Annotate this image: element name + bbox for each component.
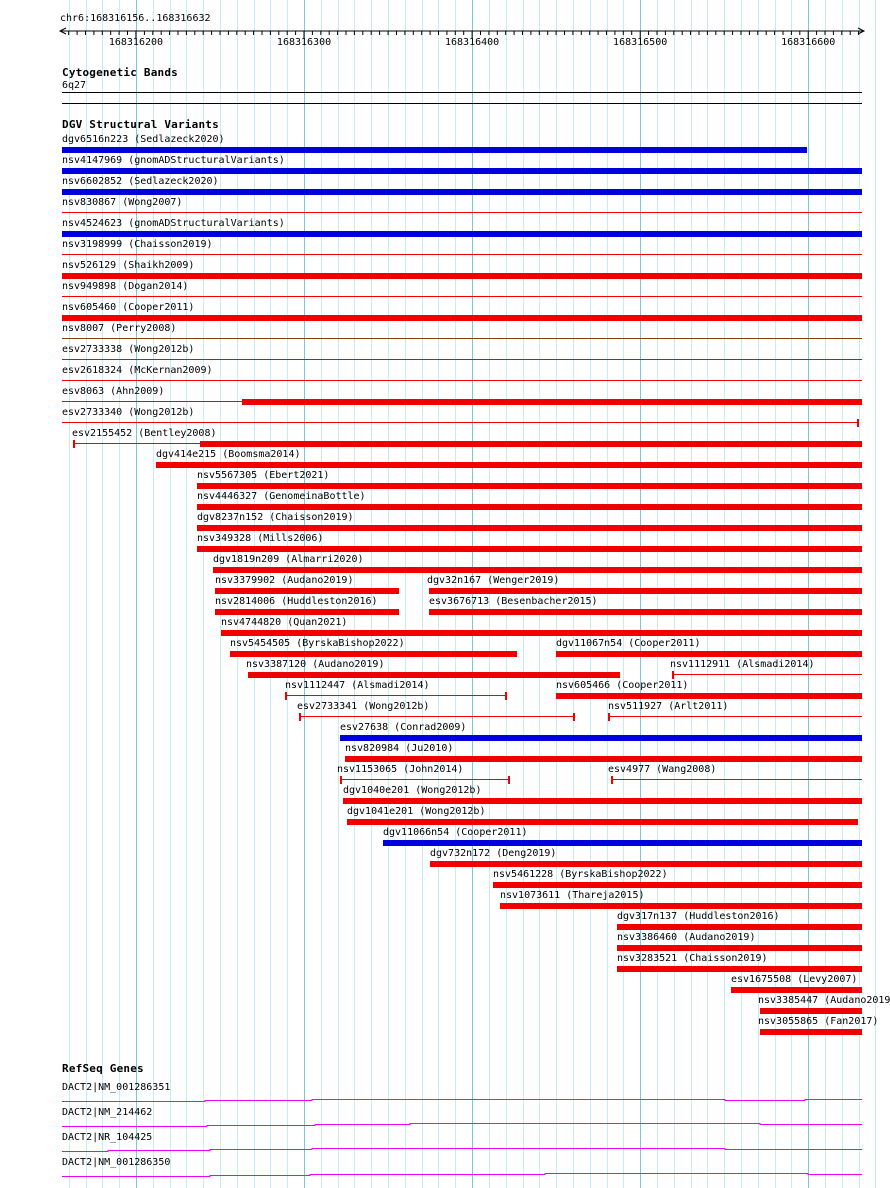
section-header-dgv: DGV Structural Variants (62, 118, 219, 131)
gridline (287, 0, 288, 1188)
variant-bar[interactable] (197, 504, 862, 510)
variant-bar[interactable] (731, 987, 862, 993)
cytoband-label: 6q27 (62, 80, 87, 91)
variant-bar[interactable] (760, 1029, 862, 1035)
variant-label[interactable]: dgv11067n54 (Cooper2011) (556, 638, 701, 649)
variant-bar[interactable] (343, 798, 862, 804)
variant-label[interactable]: nsv949898 (Dogan2014) (62, 281, 189, 292)
variant-line[interactable] (73, 443, 200, 444)
gridline (607, 0, 608, 1188)
variant-label[interactable]: esv2155452 (Bentley2008) (72, 428, 217, 439)
variant-label[interactable]: esv2733340 (Wong2012b) (62, 407, 195, 418)
gridline (489, 0, 490, 1188)
variant-line[interactable] (62, 254, 862, 255)
gene-model-line[interactable] (62, 1097, 862, 1105)
gridline (338, 0, 339, 1188)
gridline (724, 0, 725, 1188)
variant-bar[interactable] (345, 756, 862, 762)
variant-label[interactable]: esv3676713 (Besenbacher2015) (429, 596, 598, 607)
variant-label[interactable]: nsv8007 (Perry2008) (62, 323, 177, 334)
variant-bar[interactable] (156, 462, 862, 468)
variant-bar[interactable] (62, 231, 862, 237)
gridline (270, 0, 271, 1188)
ruler-tick-label: 168316600 (781, 37, 836, 48)
variant-line[interactable] (62, 422, 857, 423)
variant-end-tick[interactable] (299, 713, 301, 721)
gene-model-line[interactable] (62, 1172, 862, 1180)
variant-label[interactable]: nsv605460 (Cooper2011) (62, 302, 195, 313)
variant-label[interactable]: nsv526129 (Shaikh2009) (62, 260, 195, 271)
gridline (707, 0, 708, 1188)
gridline (539, 0, 540, 1188)
variant-label[interactable]: esv2733338 (Wong2012b) (62, 344, 195, 355)
variant-label[interactable]: nsv4147969 (gnomADStructuralVariants) (62, 155, 285, 166)
variant-label[interactable]: nsv4524623 (gnomADStructuralVariants) (62, 218, 285, 229)
gridline (758, 0, 759, 1188)
gridline (573, 0, 574, 1188)
variant-label[interactable]: esv2618324 (McKernan2009) (62, 365, 213, 376)
variant-end-tick[interactable] (672, 671, 674, 679)
variant-label[interactable]: nsv1073611 (Thareja2015) (500, 890, 645, 901)
variant-bar[interactable] (62, 147, 807, 153)
variant-bar[interactable] (197, 483, 862, 489)
variant-label[interactable]: esv8063 (Ahn2009) (62, 386, 165, 397)
variant-bar[interactable] (500, 903, 862, 909)
gene-label[interactable]: DACT2|NM_214462 (62, 1107, 153, 1118)
gridline (472, 0, 473, 1188)
variant-label[interactable]: esv27638 (Conrad2009) (340, 722, 467, 733)
variant-label[interactable]: dgv1040e201 (Wong2012b) (343, 785, 482, 796)
variant-label[interactable]: nsv4744820 (Quan2021) (221, 617, 348, 628)
variant-line[interactable] (62, 338, 862, 339)
variant-bar[interactable] (556, 693, 862, 699)
gridline (254, 0, 255, 1188)
variant-label[interactable]: nsv3055865 (Fan2017) (758, 1016, 879, 1027)
section-header-refseq: RefSeq Genes (62, 1062, 144, 1075)
variant-end-tick[interactable] (611, 776, 613, 784)
variant-bar[interactable] (617, 945, 862, 951)
variant-bar[interactable] (617, 924, 862, 930)
gridline (388, 0, 389, 1188)
variant-label[interactable]: nsv605466 (Cooper2011) (556, 680, 689, 691)
variant-label[interactable]: dgv414e215 (Boomsma2014) (156, 449, 301, 460)
gridline (691, 0, 692, 1188)
variant-line[interactable] (62, 401, 242, 402)
variant-line[interactable] (62, 359, 862, 360)
variant-bar[interactable] (556, 651, 862, 657)
variant-label[interactable]: dgv1041e201 (Wong2012b) (347, 806, 486, 817)
variant-bar[interactable] (347, 819, 858, 825)
variant-label[interactable]: nsv2814006 (Huddleston2016) (215, 596, 378, 607)
variant-line[interactable] (340, 779, 508, 780)
gene-model-line[interactable] (62, 1147, 862, 1155)
variant-label[interactable]: dgv8237n152 (Chaisson2019) (197, 512, 354, 523)
variant-end-tick[interactable] (285, 692, 287, 700)
variant-line[interactable] (285, 695, 505, 696)
gene-label[interactable]: DACT2|NM_001286350 (62, 1157, 171, 1168)
variant-bar[interactable] (62, 189, 862, 195)
variant-bar[interactable] (221, 630, 862, 636)
gridline (623, 0, 624, 1188)
gridline (422, 0, 423, 1188)
variant-bar[interactable] (383, 840, 862, 846)
variant-bar[interactable] (760, 1008, 862, 1014)
variant-label[interactable]: nsv820984 (Ju2010) (345, 743, 454, 754)
variant-end-tick[interactable] (857, 419, 859, 427)
variant-bar[interactable] (200, 441, 862, 447)
gridline (506, 0, 507, 1188)
gridline (455, 0, 456, 1188)
variant-bar[interactable] (493, 882, 862, 888)
gridline (556, 0, 557, 1188)
variant-line[interactable] (672, 674, 862, 675)
variant-label[interactable]: nsv511927 (Arlt2011) (608, 701, 729, 712)
gridline (304, 0, 305, 1188)
variant-bar[interactable] (197, 546, 862, 552)
variant-label[interactable]: nsv349328 (Mills2006) (197, 533, 324, 544)
variant-bar[interactable] (215, 588, 399, 594)
gridline (523, 0, 524, 1188)
variant-label[interactable]: nsv5567305 (Ebert2021) (197, 470, 330, 481)
variant-label[interactable]: dgv11066n54 (Cooper2011) (383, 827, 528, 838)
gene-label[interactable]: DACT2|NR_104425 (62, 1132, 153, 1143)
gridline (237, 0, 238, 1188)
variant-bar[interactable] (62, 315, 862, 321)
variant-bar[interactable] (62, 273, 862, 279)
variant-bar[interactable] (429, 588, 862, 594)
ruler-tick-label: 168316400 (444, 37, 500, 48)
gridline (220, 0, 221, 1188)
gridline (354, 0, 355, 1188)
variant-bar[interactable] (213, 567, 862, 573)
gridline (438, 0, 439, 1188)
variant-end-tick[interactable] (73, 440, 75, 448)
variant-end-tick[interactable] (508, 776, 510, 784)
variant-label[interactable]: esv2733341 (Wong2012b) (297, 701, 430, 712)
variant-line[interactable] (62, 212, 862, 213)
gridline (405, 0, 406, 1188)
variant-label[interactable]: nsv3386460 (Audano2019) (617, 932, 756, 943)
gridline (657, 0, 658, 1188)
variant-label[interactable]: nsv3385447 (Audano2019 (758, 995, 890, 1006)
variant-bar[interactable] (429, 609, 862, 615)
variant-label[interactable]: nsv3387120 (Audano2019) (246, 659, 385, 670)
variant-label[interactable]: dgv732n172 (Deng2019) (430, 848, 557, 859)
cytoband-box[interactable] (62, 92, 862, 104)
region-title: chr6:168316156..168316632 (60, 13, 211, 24)
variant-label[interactable]: nsv3283521 (Chaisson2019) (617, 953, 768, 964)
gene-model-line[interactable] (62, 1122, 862, 1130)
variant-bar[interactable] (62, 168, 862, 174)
variant-label[interactable]: nsv5454505 (ByrskaBishop2022) (230, 638, 405, 649)
variant-label[interactable]: dgv317n137 (Huddleston2016) (617, 911, 780, 922)
gridline (640, 0, 641, 1188)
gridline (674, 0, 675, 1188)
gene-label[interactable]: DACT2|NM_001286351 (62, 1082, 171, 1093)
variant-line[interactable] (62, 296, 862, 297)
variant-bar[interactable] (340, 735, 862, 741)
variant-end-tick[interactable] (340, 776, 342, 784)
variant-label[interactable]: esv1675508 (Levy2007) (731, 974, 858, 985)
gridline (741, 0, 742, 1188)
variant-label[interactable]: nsv1112447 (Alsmadi2014) (285, 680, 430, 691)
variant-label[interactable]: nsv5461228 (ByrskaBishop2022) (493, 869, 668, 880)
variant-label[interactable]: nsv4446327 (GenomeinaBottle) (197, 491, 366, 502)
ruler-tick-label: 168316200 (108, 37, 164, 48)
variant-bar[interactable] (230, 651, 517, 657)
variant-label[interactable]: nsv1153065 (John2014) (337, 764, 464, 775)
variant-label[interactable]: nsv6602852 (Sedlazeck2020) (62, 176, 219, 187)
variant-label[interactable]: nsv3379902 (Audano2019) (215, 575, 354, 586)
ruler-tick-label: 168316300 (276, 37, 332, 48)
variant-label[interactable]: nsv830867 (Wong2007) (62, 197, 183, 208)
variant-label[interactable]: dgv1819n209 (Almarri2020) (213, 554, 364, 565)
variant-line[interactable] (62, 380, 862, 381)
variant-label[interactable]: nsv3198999 (Chaisson2019) (62, 239, 213, 250)
variant-label[interactable]: dgv6516n223 (Sedlazeck2020) (62, 134, 225, 145)
variant-label[interactable]: nsv1112911 (Alsmadi2014) (670, 659, 815, 670)
gridline (371, 0, 372, 1188)
variant-line[interactable] (611, 779, 862, 780)
variant-end-tick[interactable] (505, 692, 507, 700)
variant-line[interactable] (608, 716, 862, 717)
variant-end-tick[interactable] (608, 713, 610, 721)
gridline (590, 0, 591, 1188)
variant-bar[interactable] (197, 525, 862, 531)
variant-bar[interactable] (617, 966, 862, 972)
ruler-tick-label: 168316500 (613, 37, 668, 48)
variant-bar[interactable] (215, 609, 399, 615)
section-header-cytogenetic: Cytogenetic Bands (62, 66, 178, 79)
variant-label[interactable]: dgv32n167 (Wenger2019) (427, 575, 560, 586)
variant-bar[interactable] (430, 861, 862, 867)
gridline (321, 0, 322, 1188)
variant-bar[interactable] (248, 672, 620, 678)
gridline (875, 0, 876, 1188)
variant-bar[interactable] (242, 399, 862, 405)
variant-label[interactable]: esv4977 (Wang2008) (608, 764, 717, 775)
variant-line[interactable] (299, 716, 573, 717)
variant-end-tick[interactable] (573, 713, 575, 721)
